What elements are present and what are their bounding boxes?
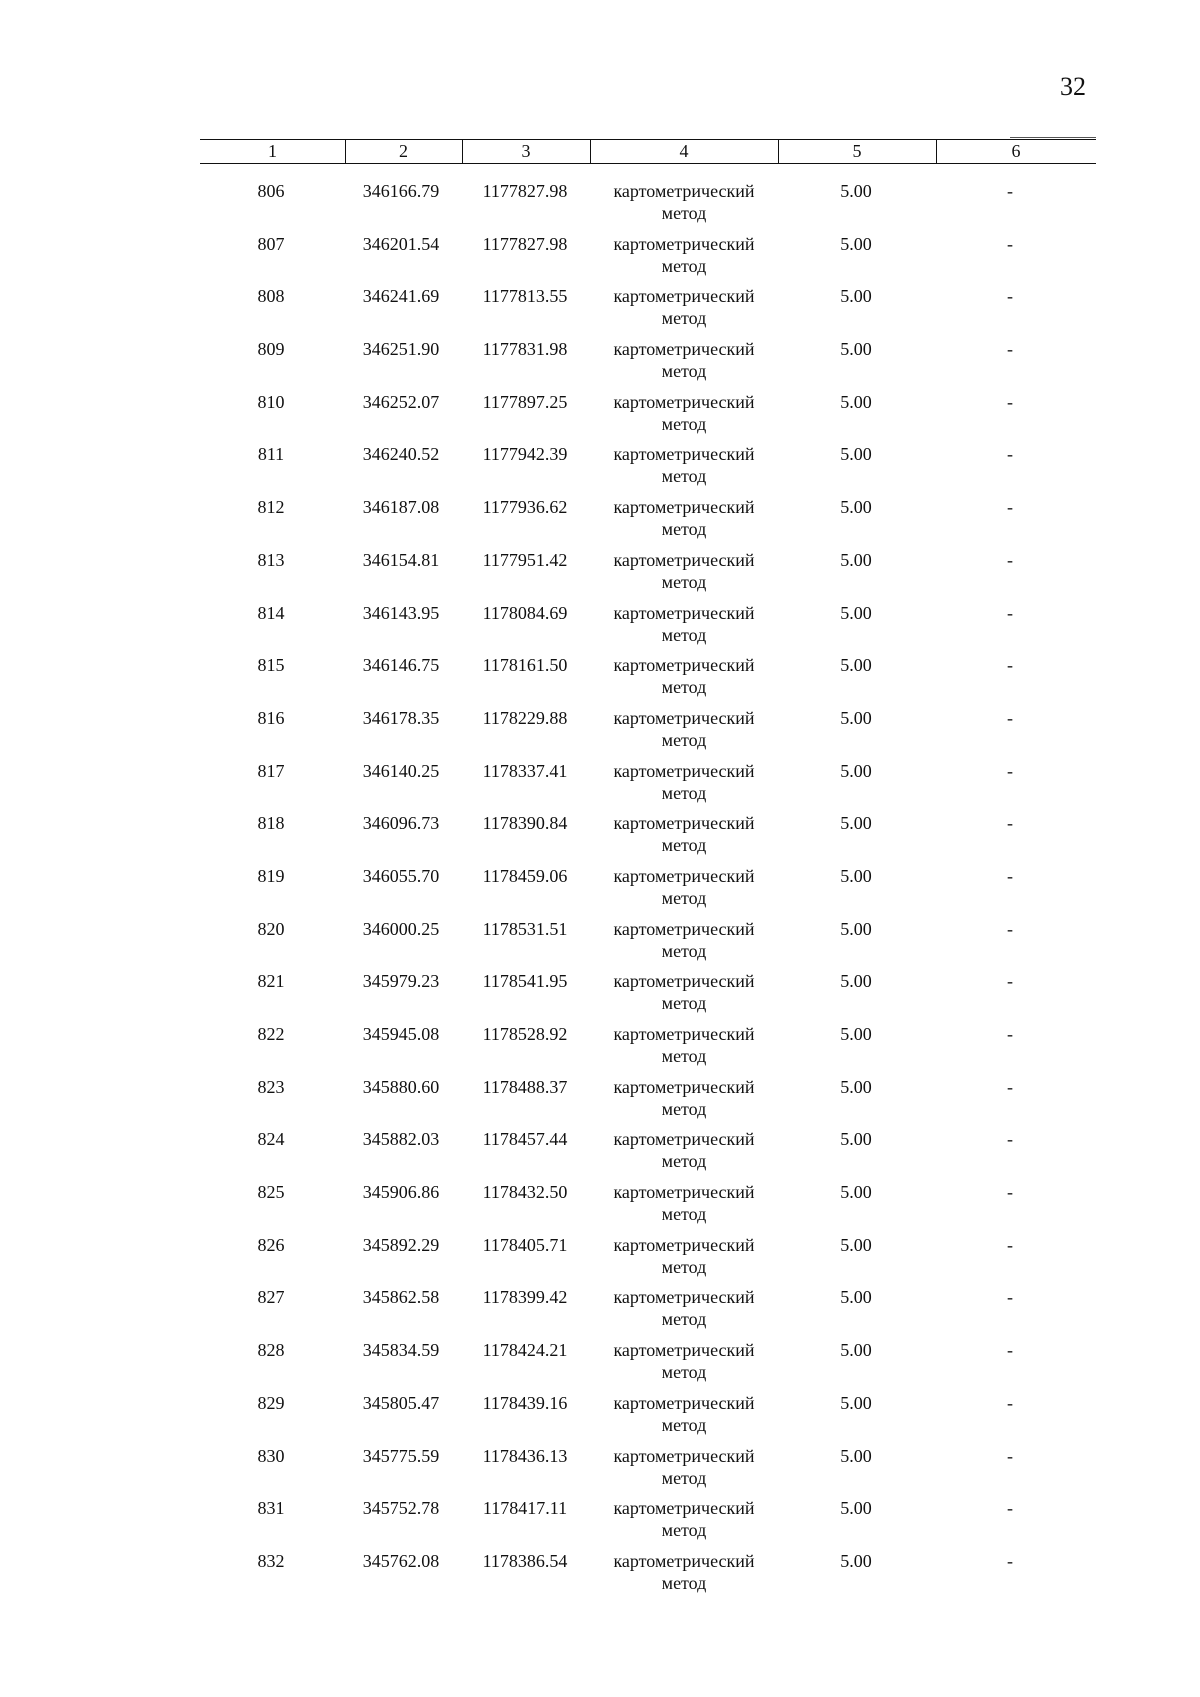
method-cell bbox=[590, 1392, 778, 1436]
table-row bbox=[0, 1177, 1200, 1230]
description-cell: - bbox=[1007, 1498, 1013, 1519]
x-coordinate-cell: 345979.23 bbox=[362, 971, 440, 992]
accuracy-cell: 5.00 bbox=[840, 497, 872, 518]
method-line-1: картометрический bbox=[613, 813, 755, 834]
description-cell: - bbox=[1007, 233, 1013, 254]
accuracy-cell: 5.00 bbox=[840, 602, 872, 623]
method-cell bbox=[590, 1550, 778, 1594]
method-line-2: метод bbox=[661, 1098, 707, 1119]
description-cell: - bbox=[1007, 391, 1013, 412]
method-cell bbox=[590, 654, 778, 698]
description-cell: - bbox=[1007, 971, 1013, 992]
x-coordinate-cell: 345862.58 bbox=[362, 1287, 440, 1308]
method-line-1: картометрический bbox=[613, 181, 755, 201]
point-number-cell: 810 bbox=[257, 391, 285, 412]
table-row bbox=[0, 756, 1200, 809]
method-cell bbox=[590, 338, 778, 382]
method-line-1: картометрический bbox=[613, 286, 755, 307]
accuracy-cell: 5.00 bbox=[840, 813, 872, 834]
accuracy-cell: 5.00 bbox=[840, 444, 872, 465]
y-coordinate-cell: 1178417.11 bbox=[482, 1498, 568, 1519]
page-number: 32 bbox=[1060, 72, 1086, 101]
point-number-cell: 830 bbox=[257, 1445, 285, 1466]
table-body bbox=[0, 176, 1200, 1599]
y-coordinate-cell: 1178436.13 bbox=[482, 1445, 568, 1466]
header-rule-extension bbox=[1010, 137, 1096, 138]
accuracy-cell: 5.00 bbox=[840, 1550, 872, 1571]
description-cell: - bbox=[1007, 549, 1013, 570]
description-cell: - bbox=[1007, 1234, 1013, 1255]
accuracy-cell: 5.00 bbox=[840, 1498, 872, 1519]
x-coordinate-cell: 346187.08 bbox=[362, 497, 440, 518]
accuracy-cell: 5.00 bbox=[840, 391, 872, 412]
accuracy-cell: 5.00 bbox=[840, 1287, 872, 1308]
method-cell bbox=[590, 918, 778, 962]
point-number-cell: 829 bbox=[257, 1392, 285, 1413]
method-cell bbox=[590, 812, 778, 856]
description-cell: - bbox=[1007, 865, 1013, 886]
table-row bbox=[0, 1335, 1200, 1388]
method-line-1: картометрический bbox=[613, 655, 755, 676]
x-coordinate-cell: 345882.03 bbox=[362, 1129, 440, 1150]
description-cell: - bbox=[1007, 1129, 1013, 1150]
point-number-cell: 812 bbox=[257, 497, 285, 518]
accuracy-cell: 5.00 bbox=[840, 549, 872, 570]
table-row bbox=[0, 861, 1200, 914]
x-coordinate-cell: 346140.25 bbox=[362, 760, 440, 781]
table-row bbox=[0, 914, 1200, 967]
y-coordinate-cell: 1177936.62 bbox=[482, 497, 568, 518]
table-row bbox=[0, 492, 1200, 545]
description-cell: - bbox=[1007, 918, 1013, 939]
description-cell: - bbox=[1007, 1287, 1013, 1308]
method-line-1: картометрический bbox=[613, 971, 755, 992]
table-row bbox=[0, 334, 1200, 387]
table-row bbox=[0, 176, 1200, 229]
description-cell: - bbox=[1007, 1392, 1013, 1413]
x-coordinate-cell: 345945.08 bbox=[362, 1024, 440, 1044]
y-coordinate-cell: 1178405.71 bbox=[482, 1234, 568, 1255]
y-coordinate-cell: 1177942.39 bbox=[482, 444, 568, 465]
x-coordinate-cell: 345762.08 bbox=[362, 1550, 440, 1571]
point-number-cell: 818 bbox=[257, 813, 285, 834]
x-coordinate-cell: 346143.95 bbox=[362, 602, 440, 623]
method-cell bbox=[590, 1076, 778, 1120]
table-row bbox=[0, 1019, 1200, 1072]
method-line-2: метод bbox=[661, 1256, 707, 1277]
method-line-2: метод bbox=[661, 887, 707, 908]
x-coordinate-cell: 346055.70 bbox=[362, 865, 440, 886]
y-coordinate-cell: 1178432.50 bbox=[482, 1182, 568, 1203]
description-cell: - bbox=[1007, 1340, 1013, 1361]
method-line-1: картометрический bbox=[613, 497, 755, 518]
table-row bbox=[0, 1124, 1200, 1177]
x-coordinate-cell: 346252.07 bbox=[362, 391, 440, 412]
table-row bbox=[0, 281, 1200, 334]
point-number-cell: 832 bbox=[257, 1550, 285, 1571]
point-number-cell: 808 bbox=[257, 286, 285, 307]
accuracy-cell: 5.00 bbox=[840, 339, 872, 360]
description-cell: - bbox=[1007, 1024, 1013, 1044]
method-line-1: картометрический bbox=[613, 1392, 755, 1413]
y-coordinate-cell: 1178390.84 bbox=[482, 813, 568, 834]
point-number-cell: 819 bbox=[257, 865, 285, 886]
table-header bbox=[200, 139, 1096, 164]
description-cell: - bbox=[1007, 707, 1013, 728]
method-line-1: картометрический bbox=[613, 549, 755, 570]
description-cell: - bbox=[1007, 339, 1013, 360]
method-line-1: картометрический bbox=[613, 1024, 755, 1044]
description-cell: - bbox=[1007, 286, 1013, 307]
table-row bbox=[0, 808, 1200, 861]
method-cell bbox=[590, 760, 778, 804]
y-coordinate-cell: 1178424.21 bbox=[482, 1340, 568, 1361]
accuracy-cell: 5.00 bbox=[840, 1445, 872, 1466]
x-coordinate-cell: 346154.81 bbox=[362, 549, 440, 570]
method-line-1: картометрический bbox=[613, 1234, 755, 1255]
accuracy-cell: 5.00 bbox=[840, 865, 872, 886]
x-coordinate-cell: 346178.35 bbox=[362, 707, 440, 728]
accuracy-cell: 5.00 bbox=[840, 1182, 872, 1203]
accuracy-cell: 5.00 bbox=[840, 181, 872, 201]
x-coordinate-cell: 346000.25 bbox=[362, 918, 440, 939]
method-line-2: метод bbox=[661, 413, 707, 434]
y-coordinate-cell: 1177813.55 bbox=[482, 286, 568, 307]
method-line-2: метод bbox=[661, 1362, 707, 1383]
header-col-6: 6 bbox=[1011, 141, 1021, 161]
table-row bbox=[0, 650, 1200, 703]
method-line-2: метод bbox=[661, 729, 707, 750]
table-row bbox=[0, 703, 1200, 756]
description-cell: - bbox=[1007, 1445, 1013, 1466]
y-coordinate-cell: 1178459.06 bbox=[482, 865, 568, 886]
method-line-1: картометрический bbox=[613, 1182, 755, 1203]
header-col-2: 2 bbox=[399, 141, 408, 161]
point-number-cell: 828 bbox=[257, 1340, 285, 1361]
method-line-2: метод bbox=[661, 1204, 707, 1225]
y-coordinate-cell: 1178488.37 bbox=[482, 1076, 568, 1097]
method-line-1: картометрический bbox=[613, 1340, 755, 1361]
table-row bbox=[0, 387, 1200, 440]
y-coordinate-cell: 1178531.51 bbox=[482, 918, 568, 939]
point-number-cell: 826 bbox=[257, 1234, 285, 1255]
method-cell bbox=[590, 1181, 778, 1225]
table-row bbox=[0, 1546, 1200, 1599]
y-coordinate-cell: 1177951.42 bbox=[482, 549, 568, 570]
method-line-1: картометрический bbox=[613, 918, 755, 939]
x-coordinate-cell: 346201.54 bbox=[362, 233, 440, 254]
method-cell bbox=[590, 285, 778, 329]
table-row bbox=[0, 966, 1200, 1019]
method-line-2: метод bbox=[661, 203, 707, 223]
accuracy-cell: 5.00 bbox=[840, 1234, 872, 1255]
point-number-cell: 820 bbox=[257, 918, 285, 939]
method-line-2: метод bbox=[661, 782, 707, 803]
table-row bbox=[0, 439, 1200, 492]
accuracy-cell: 5.00 bbox=[840, 1340, 872, 1361]
header-col-1: 1 bbox=[268, 141, 277, 161]
accuracy-cell: 5.00 bbox=[840, 918, 872, 939]
x-coordinate-cell: 346096.73 bbox=[362, 813, 440, 834]
description-cell: - bbox=[1007, 1182, 1013, 1203]
method-line-1: картометрический bbox=[613, 233, 755, 254]
table-row bbox=[0, 1072, 1200, 1125]
method-line-2: метод bbox=[661, 1046, 707, 1066]
method-cell bbox=[590, 1234, 778, 1278]
point-number-cell: 816 bbox=[257, 707, 285, 728]
header-col-5: 5 bbox=[852, 141, 862, 161]
method-cell bbox=[590, 391, 778, 435]
method-cell bbox=[590, 1286, 778, 1330]
y-coordinate-cell: 1178439.16 bbox=[482, 1392, 568, 1413]
description-cell: - bbox=[1007, 1550, 1013, 1571]
table-row bbox=[0, 1388, 1200, 1441]
y-coordinate-cell: 1177897.25 bbox=[482, 391, 568, 412]
method-cell bbox=[590, 180, 778, 224]
accuracy-cell: 5.00 bbox=[840, 233, 872, 254]
method-cell bbox=[590, 233, 778, 277]
y-coordinate-cell: 1178528.92 bbox=[482, 1024, 568, 1044]
y-coordinate-cell: 1178337.41 bbox=[482, 760, 568, 781]
description-cell: - bbox=[1007, 813, 1013, 834]
accuracy-cell: 5.00 bbox=[840, 1392, 872, 1413]
description-cell: - bbox=[1007, 655, 1013, 676]
x-coordinate-cell: 346240.52 bbox=[362, 444, 440, 465]
accuracy-cell: 5.00 bbox=[840, 707, 872, 728]
accuracy-cell: 5.00 bbox=[840, 971, 872, 992]
x-coordinate-cell: 345892.29 bbox=[362, 1234, 440, 1255]
method-line-1: картометрический bbox=[613, 865, 755, 886]
x-coordinate-cell: 345752.78 bbox=[362, 1498, 440, 1519]
method-line-2: метод bbox=[661, 1309, 707, 1330]
table-row bbox=[0, 545, 1200, 598]
x-coordinate-cell: 346166.79 bbox=[362, 181, 440, 201]
method-line-1: картометрический bbox=[613, 1129, 755, 1150]
point-number-cell: 831 bbox=[257, 1498, 285, 1519]
method-line-1: картометрический bbox=[613, 1550, 755, 1571]
method-line-1: картометрический bbox=[613, 339, 755, 360]
point-number-cell: 811 bbox=[257, 444, 285, 465]
point-number-cell: 821 bbox=[257, 971, 285, 992]
method-line-2: метод bbox=[661, 835, 707, 856]
point-number-cell: 827 bbox=[257, 1287, 285, 1308]
point-number-cell: 825 bbox=[257, 1182, 285, 1203]
method-line-2: метод bbox=[661, 940, 707, 961]
accuracy-cell: 5.00 bbox=[840, 1129, 872, 1150]
method-line-2: метод bbox=[661, 1414, 707, 1435]
method-line-2: метод bbox=[661, 624, 707, 645]
method-line-2: метод bbox=[661, 677, 707, 698]
accuracy-cell: 5.00 bbox=[840, 760, 872, 781]
header-col-3: 3 bbox=[521, 141, 531, 161]
point-number-cell: 817 bbox=[257, 760, 285, 781]
method-line-2: метод bbox=[661, 993, 707, 1014]
method-line-2: метод bbox=[661, 519, 707, 540]
y-coordinate-cell: 1178084.69 bbox=[482, 602, 568, 623]
point-number-cell: 815 bbox=[257, 655, 285, 676]
table-row bbox=[0, 1441, 1200, 1494]
x-coordinate-cell: 346146.75 bbox=[362, 655, 440, 676]
method-line-2: метод bbox=[661, 1467, 707, 1488]
accuracy-cell: 5.00 bbox=[840, 655, 872, 676]
table-row bbox=[0, 1230, 1200, 1283]
table-row bbox=[0, 1282, 1200, 1335]
method-cell bbox=[590, 1497, 778, 1541]
y-coordinate-cell: 1178457.44 bbox=[482, 1129, 568, 1150]
method-cell bbox=[590, 1128, 778, 1172]
point-number-cell: 824 bbox=[257, 1129, 285, 1150]
x-coordinate-cell: 345775.59 bbox=[362, 1445, 440, 1466]
description-cell: - bbox=[1007, 760, 1013, 781]
y-coordinate-cell: 1178399.42 bbox=[482, 1287, 568, 1308]
method-line-2: метод bbox=[661, 1572, 707, 1593]
method-line-2: метод bbox=[661, 308, 707, 329]
y-coordinate-cell: 1178541.95 bbox=[482, 971, 568, 992]
description-cell: - bbox=[1007, 1076, 1013, 1097]
y-coordinate-cell: 1178229.88 bbox=[482, 707, 568, 728]
method-line-2: метод bbox=[661, 255, 707, 276]
description-cell: - bbox=[1007, 602, 1013, 623]
accuracy-cell: 5.00 bbox=[840, 1024, 872, 1044]
x-coordinate-cell: 345880.60 bbox=[362, 1076, 440, 1097]
method-line-2: метод bbox=[661, 571, 707, 592]
method-line-1: картометрический bbox=[613, 444, 755, 465]
table-row bbox=[0, 1493, 1200, 1546]
method-cell bbox=[590, 443, 778, 487]
method-cell bbox=[590, 707, 778, 751]
accuracy-cell: 5.00 bbox=[840, 1076, 872, 1097]
point-number-cell: 823 bbox=[257, 1076, 285, 1097]
x-coordinate-cell: 346241.69 bbox=[362, 286, 440, 307]
method-line-1: картометрический bbox=[613, 1287, 755, 1308]
accuracy-cell: 5.00 bbox=[840, 286, 872, 307]
method-line-1: картометрический bbox=[613, 1498, 755, 1519]
y-coordinate-cell: 1177827.98 bbox=[482, 181, 568, 201]
x-coordinate-cell: 345834.59 bbox=[362, 1340, 440, 1361]
x-coordinate-cell: 345906.86 bbox=[362, 1182, 440, 1203]
method-cell bbox=[590, 865, 778, 909]
method-cell bbox=[590, 1023, 778, 1067]
point-number-cell: 809 bbox=[257, 339, 285, 360]
method-cell bbox=[590, 496, 778, 540]
point-number-cell: 806 bbox=[257, 181, 285, 201]
description-cell: - bbox=[1007, 444, 1013, 465]
method-cell bbox=[590, 1339, 778, 1383]
method-line-2: метод bbox=[661, 361, 707, 382]
method-cell bbox=[590, 1445, 778, 1489]
description-cell: - bbox=[1007, 181, 1013, 201]
table-row bbox=[0, 229, 1200, 282]
point-number-cell: 807 bbox=[257, 233, 285, 254]
method-cell bbox=[590, 549, 778, 593]
method-line-1: картометрический bbox=[613, 391, 755, 412]
method-line-1: картометрический bbox=[613, 1445, 755, 1466]
method-line-1: картометрический bbox=[613, 760, 755, 781]
point-number-cell: 822 bbox=[257, 1024, 285, 1044]
header-col-4: 4 bbox=[679, 141, 689, 161]
method-cell bbox=[590, 602, 778, 646]
x-coordinate-cell: 346251.90 bbox=[362, 339, 440, 360]
y-coordinate-cell: 1177827.98 bbox=[482, 233, 568, 254]
y-coordinate-cell: 1178386.54 bbox=[482, 1550, 568, 1571]
method-line-1: картометрический bbox=[613, 602, 755, 623]
method-line-2: метод bbox=[661, 1520, 707, 1541]
method-line-2: метод bbox=[661, 466, 707, 487]
method-line-1: картометрический bbox=[613, 1076, 755, 1097]
y-coordinate-cell: 1177831.98 bbox=[482, 339, 568, 360]
method-cell bbox=[590, 970, 778, 1014]
method-line-1: картометрический bbox=[613, 707, 755, 728]
x-coordinate-cell: 345805.47 bbox=[362, 1392, 440, 1413]
y-coordinate-cell: 1178161.50 bbox=[482, 655, 568, 676]
description-cell: - bbox=[1007, 497, 1013, 518]
point-number-cell: 814 bbox=[257, 602, 285, 623]
method-line-2: метод bbox=[661, 1151, 707, 1172]
point-number-cell: 813 bbox=[257, 549, 285, 570]
table-row bbox=[0, 598, 1200, 651]
